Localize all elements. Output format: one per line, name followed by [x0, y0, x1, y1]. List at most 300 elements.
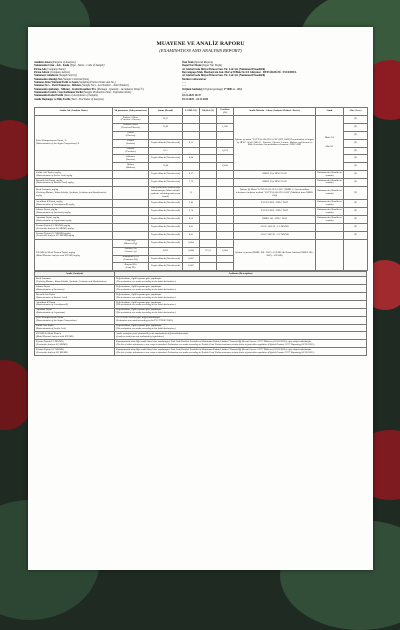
sub-parameter: [113, 200, 149, 208]
info-value-en: (Sugar Nar Ekşisi): [202, 64, 223, 68]
cell-text-en: (Coloring Matters, Water-Soluble, Synthetic, Isolation and Identification) mg/kg: [36, 190, 107, 197]
sub-parameter: [113, 239, 149, 247]
loq-value: [183, 123, 200, 131]
cell-text: Kapsamımızda olan diğer analit listesi ekte sunulmuştur. Türk Gıda Kodeksi Pestisitlerin Maksimum Kalıntı Limitleri Yönetmeliği (Resmi Gazete: 31777 Mükerrer) 07.03.2022'ye göre değerlendirilmiştir.: [116, 347, 312, 351]
cell-text: Değerlendirme, ilgili beyanına göre yapılmıştır.: [116, 292, 162, 296]
cell-text-en: (Determination of the Sugar Composition) %: [36, 142, 80, 146]
cell-text: Sorbik Asit Tayini, mg/kg: [36, 170, 61, 174]
note-analysis: [35, 332, 115, 340]
cell-text-en: (Fructose): [125, 149, 136, 153]
limit-value: Bulunma mlı (Should not contain): [316, 186, 344, 200]
result-value: Tespit edilmedi (Not detected): [149, 208, 183, 216]
accreditation-value: (Y): [344, 131, 368, 139]
note-analysis: [35, 285, 115, 293]
cell-text-en: (Procimide Analysis LC MS/MS): [36, 342, 68, 346]
note-description: [115, 332, 367, 340]
result-value: 15,40: [149, 163, 183, 171]
cell-text: Aspartam Tayini: [36, 308, 52, 312]
recovery-value: [217, 155, 234, 163]
analysis-name: [35, 179, 113, 187]
cell-text-en: (Mercury Hg): [123, 242, 138, 246]
recovery-value: [217, 131, 234, 139]
cell-text: Değerlendirme, ilgili beyanına göre yapılmıştır.: [116, 276, 162, 280]
loq-value: 0,008: [183, 247, 200, 255]
cell-text: Sorbik Asit Tayini: [36, 324, 54, 328]
limit-value: [316, 239, 344, 271]
info-value-en: (Special Request): [194, 61, 214, 64]
info-label-en: (Type - Name - Code of Sample): [69, 64, 105, 68]
cell-text-en: (Determination of Benzoic Acid) mg/kg: [36, 181, 74, 185]
result-value: Tespit edilmedi (Not detected): [149, 263, 183, 271]
info-value-tr: A2 Global Gıda İhtiyat İhracat San. Tic. Ltd. Şti. (Numunesi Prosedürü): [182, 67, 266, 71]
recovery-value: 0,004: [217, 247, 234, 255]
sub-parameter: [113, 123, 149, 131]
accreditation-value: (Y): [344, 171, 368, 179]
info-label-tr: Analizin Amacı: [34, 61, 52, 64]
uncertainty-value: [200, 131, 217, 139]
cell-text: Arsenik (As): [124, 247, 137, 251]
method-value: TS EN 12856 - HPLC DAD: [234, 200, 316, 208]
limit-value: [316, 224, 344, 232]
result-value: Tespit edilmedi (Not detected): [149, 179, 183, 187]
col-uncertainty: Ölç.Bel. (U): [200, 108, 217, 116]
uncertainty-value: [200, 171, 217, 179]
table-row: [35, 231, 368, 239]
sub-parameter: [113, 147, 149, 155]
cell-text-en: (The evaluation was made according to the label declaration.): [116, 279, 176, 283]
accreditation-value: (Y): [344, 208, 368, 216]
report-subtitle: (EXAMINATION AND ANALYSIS REPORT): [159, 48, 242, 53]
accreditation-value: (Y): [344, 179, 368, 187]
notes-row: [35, 293, 367, 301]
uncertainty-value: [200, 147, 217, 155]
cell-text: Kadmiyum (Cd): [122, 255, 139, 259]
cell-text: Değerlendirme, ilgili beyanına göre yapılmıştır.: [116, 300, 162, 304]
info-value-tr: A2 Global Gıda İhtiyat İhracat San. Tic. Ltd. Şti. (Numunesi Prosedürü): [182, 74, 266, 78]
note-description: [115, 308, 367, 316]
cell-text-en: (Evaluation was made according to the TS 12720/07.2016.): [116, 319, 174, 323]
uncertainty-value: [200, 231, 217, 239]
cell-text-en: (Determination of Acesulfame-K) mg/kg: [36, 202, 75, 206]
recovery-value: [217, 179, 234, 187]
cell-text: Fruktoz: [126, 147, 135, 151]
method-value: İşletme İçi Metot "LOYTALAB-AT.LA.036" (NMKL 1) Ana metodlara referansen (in-house method "LOYTALAB-AT.LA.036" (Modified from NMKL 130)): [234, 186, 316, 200]
cell-text: Fruktoz+Glikoz: [122, 115, 139, 119]
cell-text: ICP-MS ile Metal Elemen: [36, 332, 62, 336]
recovery-value: [217, 239, 234, 247]
notes-row: [35, 340, 367, 348]
cell-text: Renk Aranması, mg/kg: [36, 187, 59, 191]
cell-text-en: (Determination of Saccharin) mg/kg: [36, 210, 71, 214]
uncertainty-value: [200, 263, 217, 271]
cell-text: Prosimi Tayini (GC MS/MS) mg/kg: [36, 231, 71, 235]
info-label-en: (Sample Collected from): [62, 77, 89, 81]
loq-value: 7,72: [183, 179, 200, 187]
sub-parameter: [113, 171, 149, 179]
limit-value: Bulunma mlı (Should not contain): [317, 178, 342, 185]
cell-text-en: (The list of other substances in our scope is attached. Evaluation was made according to Turkish Food Codex maximum residue limits of pesticides regulation (Official Gazette 31777 Repeating) 07.03.2022.): [116, 342, 315, 346]
sub-parameter: [113, 163, 149, 171]
recovery-value: [217, 200, 234, 208]
notes-row: [35, 332, 367, 340]
cell-text-en: (Arsenic As): [124, 250, 137, 254]
result-value: Tespit edilmedi (Not detected): [149, 224, 183, 232]
table-row: [35, 239, 368, 247]
uncertainty-value: [200, 163, 217, 171]
sample-info: [34, 61, 367, 101]
cell-text: Aspartam Tayini, mg/kg: [36, 215, 60, 219]
info-label-tr: Analiz Başlangıç ve Bitiş Tarihi: [34, 97, 70, 101]
sub-parameter: [113, 263, 149, 271]
sub-parameter: [113, 116, 149, 124]
notes-col-description: Açıklama (Description): [115, 272, 367, 277]
notes-row: [35, 348, 367, 356]
sub-parameter: [113, 139, 149, 147]
limit-value: Bulunma mlı (Should not contain): [317, 215, 342, 222]
accreditation-value: (Y): [344, 186, 368, 200]
notes-row: [35, 308, 367, 316]
recovery-value: [217, 224, 234, 232]
accreditation-value: (Y): [344, 116, 368, 124]
analysis-name: [35, 224, 113, 232]
info-value-tr: Merkez Laboratuvar: [182, 77, 207, 81]
uncertainty-value: 97,51: [200, 247, 217, 255]
uncertainty-value: [200, 200, 217, 208]
info-value-tr: Doğal Nar Ekşisi: [182, 64, 202, 68]
cell-text-en: (Determination of Saccharin): [36, 287, 65, 291]
cell-text: Değerlendirme, ilgili beyanına göre yapılmıştır.: [116, 308, 162, 312]
info-label-tr: Numuneyi Gönderen: [34, 74, 59, 78]
loq-value: 8,56: [183, 216, 200, 224]
col-result: Sonuç (Result): [149, 108, 183, 116]
info-value-tr: Bayrampaşa Mah. Hacıbayram Sok. Merve H Blok No:4/4 Gürpınar - BEYLİKDÜZÜ / İSTANBUL: [182, 71, 297, 75]
accreditation-value: (Y): [344, 163, 368, 171]
note-analysis: [35, 293, 115, 301]
info-value-extra: 1*1000 cc - 20,5: [223, 87, 242, 91]
note-analysis: [35, 324, 115, 332]
info-label-en: (Date of Acceptance of Sample): [63, 94, 98, 98]
sub-parameter: [113, 208, 149, 216]
cell-text-en: (Coloring Matters, Water-Soluble, Synthetic, Isolation and Identification): [36, 279, 107, 283]
accreditation-value: (Y): [344, 200, 368, 208]
cell-text: TS 12720/07.2016'ya göre değerlendirilmiştir.: [116, 316, 161, 320]
cell-text: Benzoik Asit Tayini, mg/kg: [36, 178, 63, 182]
loq-value: 5,74: [183, 208, 200, 216]
uncertainty-value: [200, 216, 217, 224]
result-value: 0,032: [149, 247, 183, 255]
cell-text: Civa (Hg): [125, 239, 136, 243]
result-value: Tespit edilmedi (Not detected): [149, 155, 183, 163]
cell-text-en: (Glucose): [125, 134, 136, 138]
result-value: Tespit edilmedi (Not detected): [149, 171, 183, 179]
loq-value: [183, 163, 200, 171]
cell-text-en: (Lead Pb): [125, 265, 136, 269]
info-row: [34, 98, 367, 101]
col-loq: LOD/LOQ: [183, 108, 200, 116]
col-subparam: Alt parametre (Sub parameters): [113, 108, 149, 116]
loq-value: [183, 131, 200, 139]
cell-text-en: (Determination of Sorbic Acid): [36, 327, 66, 331]
cell-text-en: (Procimide Analysis LC MS/MS) mg/kg: [36, 226, 74, 230]
info-label-en: (Company Name): [46, 67, 66, 71]
cell-text: Sakkaroz: [126, 154, 135, 158]
sub-parameter: [113, 131, 149, 139]
sub-parameter: [113, 155, 149, 163]
table-row: [35, 216, 368, 224]
note-description: [115, 340, 367, 348]
cell-text-en: (Lactose): [125, 142, 136, 146]
accreditation-value: (Y): [344, 216, 368, 224]
report-title: MUAYENE VE ANALİZ RAPORU: [156, 41, 245, 47]
info-label-en: (Package - Quantity - Acceptance Temp.°C): [96, 87, 145, 91]
recovery-value: 1,100: [217, 123, 234, 131]
loq-value: 0,007: [183, 263, 200, 271]
results-table: [34, 107, 368, 271]
method-value: TS EN 12856 - HPLC DAD: [234, 208, 316, 216]
note-description: [115, 293, 367, 301]
accreditation-value: (Y): [344, 231, 368, 239]
table-row: [35, 179, 368, 187]
col-recovery: Geri Kaz. (%): [217, 108, 234, 116]
limit-value: Bulunma mlı (Should not contain): [317, 170, 342, 177]
analysis-name: [35, 216, 113, 224]
analysis-name: [35, 200, 113, 208]
cell-text-en: (The evaluation was made according to the label declaration.): [116, 327, 176, 331]
recovery-value: [217, 231, 234, 239]
table-row: [35, 171, 368, 179]
cell-text: Glikoz: [127, 131, 134, 135]
loq-value: [183, 116, 200, 124]
uncertainty-value: [200, 186, 217, 200]
uncertainty-value: [200, 155, 217, 163]
result-value: 0,15: [149, 147, 183, 155]
cell-text: ICP-MS ile Metal Elemen Tayini, mg/kg: [36, 251, 75, 255]
uncertainty-value: [200, 239, 217, 247]
cell-text: Prosimi Tayini (LC MS/MS) mg/kg: [36, 223, 71, 227]
loq-value: 1,1: [183, 186, 200, 200]
cell-text: Asesülfam K Tayini: [36, 300, 56, 304]
limit-value: Bulunma mlı (Should not contain): [317, 200, 342, 206]
accreditation-value: (Y): [344, 155, 368, 163]
result-value: Tespit edilmedi (Not detected): [149, 255, 183, 263]
loq-value: 0,004: [183, 239, 200, 247]
info-label-en: (Sampling Protocol Date and No.): [78, 81, 116, 85]
analysis-name: [35, 186, 113, 200]
cell-text-en: (Determination of Sorbic Acid) mg/kg: [36, 173, 73, 177]
info-value-tr: - - -: [182, 84, 187, 88]
limit-max: Maks.%5: [324, 136, 335, 140]
info-value-tr: - - -: [182, 91, 187, 95]
sub-parameter: [113, 255, 149, 263]
cell-text: Şeker Kompozisyonu Tayini, %: [36, 139, 67, 143]
cell-text: Sakarin Tayini: [36, 284, 50, 288]
cell-text: Laktoz: [127, 139, 134, 143]
info-label-tr: Numunenin Kabul Tarihi: [34, 94, 64, 98]
accreditation-value: (Y): [344, 123, 368, 131]
cell-text-en: (Determination of Benzoic Acid): [36, 295, 68, 299]
info-label-en: (Sample No's - Lot Number - Total Number): [81, 84, 129, 88]
info-label-tr: Numunenin Alındığı Yer: [34, 77, 62, 81]
info-value-tr: 18.11.2025 16:37: [182, 94, 201, 98]
cell-text: Prosimi Tayini (GC MS/MS): [36, 347, 64, 351]
cell-text-en: (Procimide Analysis GC MS/MS) mg/kg: [36, 234, 75, 238]
cell-text-en: (Sucrose): [125, 157, 136, 161]
cell-text-en: (Metal Element Analysis with ICP-MS) mg/kg: [36, 254, 80, 258]
limit-value: [316, 231, 344, 239]
cell-text: Kapsamımızda olan diğer analit listesi ekte sunulmuştur. Türk Gıda Kodeksi Pestisitlerin Maksimum Kalıntı Limitleri Yönetmeliği (Resmi Gazete: 31777 Mükerrer) 07.03.2022'ye göre değerlendirilmiştir.: [116, 339, 312, 343]
method-value: İşletme içi metot "LOYTALAB-AT.LA.010" (IDF, 2009) Determination of Sugars by HPLC. AOAC 980.13 - Fructose, Glucose, Lactose, Maltose and Sucrose in Milk Chocolate/Ana metodlara referansen - HPLC-RID: [234, 116, 316, 171]
recovery-value: 0,274: [217, 147, 234, 155]
info-label-en: (Start - End Dates of Analysis): [70, 97, 104, 101]
info-label-en: (Sample Sent by): [58, 74, 77, 78]
recovery-value: [217, 171, 234, 179]
result-value: Tespit edilmedi (Not detected): [149, 216, 183, 224]
cell-text-en: (Maltose): [125, 165, 136, 169]
method-value: NMKL 124: HPLC DAD: [234, 171, 316, 179]
loq-value: 0,15: [183, 139, 200, 147]
table-row: [35, 116, 368, 124]
loq-value: 0,17: [183, 171, 200, 179]
cell-text-en: (Determination of Acesulfame-K): [36, 303, 68, 307]
method-value: AOAC 2007.01 - LC MS/MS: [234, 224, 316, 232]
note-description: [115, 285, 367, 293]
recovery-value: [217, 263, 234, 271]
recovery-value: [217, 216, 234, 224]
sub-parameter: [113, 224, 149, 232]
cell-text-en: (The evaluation was made according to the label declaration.): [116, 287, 176, 291]
result-value: Tespit edilmedi (Not detected): [149, 239, 183, 247]
limit-value: Bulunma mlı (Should not contain): [317, 207, 342, 214]
result-value: Suda çözünebilir sentetik boya bulunmamıştır (Water-soluble synthetic colouring matters not found): [149, 186, 183, 200]
loq-value: [183, 147, 200, 155]
method-value: NMKL 143 - HPLC DAD: [234, 216, 316, 224]
note-description: [115, 348, 367, 356]
result-value: 55,83: [149, 123, 183, 131]
method-value: NMKL 124: HPLC DAD: [234, 179, 316, 187]
loq-value: 0,01: [183, 224, 200, 232]
loq-value: 0,01: [183, 231, 200, 239]
note-analysis: [35, 316, 115, 324]
note-analysis: [35, 308, 115, 316]
notes-table: [34, 271, 367, 356]
info-label-tr: Numune Alma Yöntemi/Tarih ve Saati: [34, 81, 78, 85]
loq-value: 0,007: [183, 255, 200, 263]
notes-col-analysis: Analiz (Analysis): [35, 272, 115, 277]
limit-min: Min.%1: [325, 145, 334, 149]
uncertainty-value: [200, 139, 217, 147]
analysis-name: [35, 231, 113, 239]
cell-text-en: (Fructose+Glucose): [120, 118, 141, 122]
cell-text: Asesülfam K Tayini, mg/kg: [36, 200, 63, 204]
note-analysis: [35, 340, 115, 348]
report-sheet: [28, 27, 373, 570]
cell-text: Benzoik Asit Tayini: [36, 292, 56, 296]
cell-text: Prosimi Tayini (LC MS/MS): [36, 339, 64, 343]
notes-row: [35, 316, 367, 324]
col-accreditation: Akr. (Accr.): [344, 108, 368, 116]
info-label-tr: Firma Adı: [34, 67, 46, 71]
note-analysis: [35, 277, 115, 285]
info-label-tr: Numunenin Ambalajı - Miktarı - Kabul Koşulları PCs: [34, 87, 97, 91]
cell-text: Kurşun (Pb): [124, 263, 137, 267]
results-header-row: [35, 108, 368, 116]
cell-text: Fruktoz/Glikoz: [123, 123, 138, 127]
col-analysis: Analiz Adı (Analysis Name): [35, 108, 113, 116]
info-value-tr: - - -: [182, 81, 187, 85]
analysis-name: [35, 239, 113, 271]
loq-value: 7,42: [183, 200, 200, 208]
info-label-en: (Company Adress): [49, 71, 70, 75]
report-header: [28, 41, 373, 53]
col-method: Analiz Metodu - Cihaz (Analysis Method - Device): [234, 108, 316, 116]
limit-value: [316, 116, 344, 171]
notes-row: [35, 300, 367, 308]
accreditation-value: (Y): [344, 139, 368, 147]
uncertainty-value: [200, 255, 217, 263]
uncertainty-value: [200, 116, 217, 124]
result-value: [149, 131, 183, 139]
note-description: [115, 324, 367, 332]
uncertainty-value: [200, 179, 217, 187]
result-value: Tespit edilmedi (Not detected): [149, 231, 183, 239]
cell-text-en: (The evaluation was made according to the label declaration.): [116, 311, 176, 315]
cell-text: Analiz sonuçları yasal yönetmelik ya da standartlarla değerlendirilmemiştir.: [116, 332, 189, 336]
uncertainty-value: [200, 123, 217, 131]
info-label: [34, 98, 182, 101]
accreditation-value: (Y): [344, 224, 368, 232]
cell-text: Değerlendirme, ilgili beyanına göre yapılmıştır.: [116, 284, 162, 288]
cell-text-en: (The list of other substances in our scope is attached. Evaluation was made according to Turkish Food Codex maximum residue limits of pesticides regulation (Official Gazette 31777 Repeating) 07.03.2022.): [116, 350, 315, 354]
recovery-value: [217, 116, 234, 124]
recovery-value: [217, 208, 234, 216]
result-value: Tespit edilmedi (Not detected): [149, 200, 183, 208]
note-description: [115, 300, 367, 308]
notes-row: [35, 285, 367, 293]
info-label-tr: Firma Adresi: [34, 71, 50, 75]
cell-text-en: (Fructose/Glucose): [121, 126, 140, 130]
sub-parameter: [113, 231, 149, 239]
cell-text-en: (Determination of Aspartame) mg/kg: [36, 218, 72, 222]
accreditation-value: [344, 239, 368, 271]
uncertainty-value: [200, 224, 217, 232]
note-analysis: [35, 348, 115, 356]
result-value: Tespit edilmedi (Not detected): [149, 139, 183, 147]
info-label-en: (Purpose of Analysis): [52, 61, 76, 64]
uncertainty-value: [200, 208, 217, 216]
info-label-tr: Numunenin Cinsi - Adı - Kodu: [34, 64, 70, 68]
result-value: 36,27: [149, 116, 183, 124]
loq-value: 0,04: [183, 155, 200, 163]
cell-text-en: (Procimide Analysis GC MS/MS): [36, 350, 68, 354]
recovery-value: 0,434: [217, 163, 234, 171]
method-value: AOAC 2007.01 - GC MS/MS: [234, 231, 316, 239]
accreditation-value: (Y): [344, 147, 368, 155]
note-description: [115, 316, 367, 324]
analysis-name: [35, 116, 113, 171]
recovery-value: [217, 186, 234, 200]
table-row: [35, 224, 368, 232]
info-label-tr: Numune No's - Parti Numarası - Miktarı: [34, 84, 81, 88]
cell-text: Sakarin Tayini, mg/kg: [36, 207, 58, 211]
cell-text: Şeker Kompozisyonu Tayini: [36, 316, 64, 320]
cell-text: Maltoz: [127, 162, 134, 166]
info-label-en: (Sample Production Date - Expiration Date): [83, 91, 132, 95]
sub-parameter: [113, 247, 149, 255]
table-row: [35, 208, 368, 216]
cell-text: Renk Aranması: [36, 276, 51, 280]
sub-parameter: [113, 186, 149, 200]
info-value-en: (Original package): [202, 87, 224, 91]
